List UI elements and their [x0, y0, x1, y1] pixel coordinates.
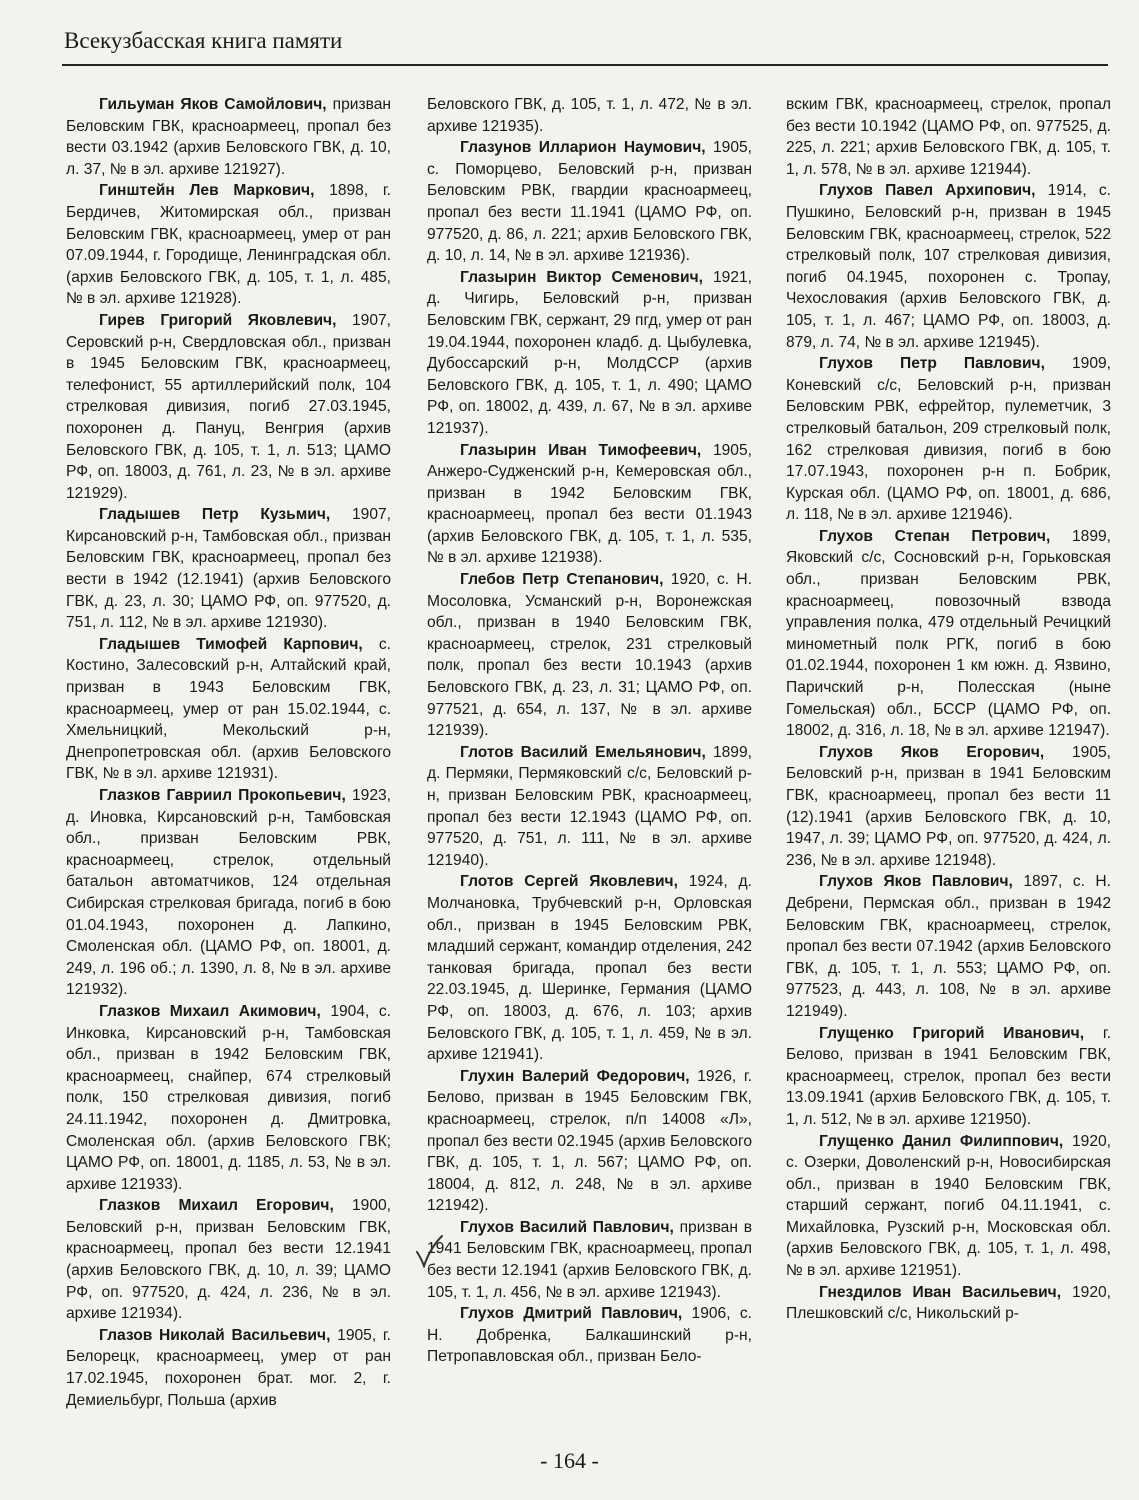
- person-name: Глазов Николай Васильевич,: [99, 1326, 331, 1344]
- entry-text: 1920, Плешковский с/с, Никольский р-: [786, 1283, 1111, 1323]
- entry-text: 1900, Беловский р-н, призван Беловским ГВК, красноармеец, пропал без вести 12.1941 (архив Беловского ГВК, д. 10, л. 39; ЦАМО РФ, оп. 977520, д. 424, л. 236, № в эл. архиве 121934).: [66, 1197, 391, 1323]
- memorial-entry: [66, 180, 391, 310]
- memorial-entry: [786, 94, 1111, 180]
- person-name: Гладышев Петр Кузьмич,: [99, 506, 331, 524]
- person-name: Глухов Петр Павлович,: [819, 355, 1045, 373]
- memorial-entry: [427, 440, 752, 570]
- memorial-entry: [66, 1195, 391, 1325]
- memorial-entry: [66, 1325, 391, 1411]
- entry-text: 1907, Серовский р-н, Свердловская обл., призван в 1945 Беловским ГВК, красноармеец, телефонист, 55 артиллерийский полк, 104 стрелковая дивизия, погиб 27.03.1945, похоронен д. Пануц, Венгрия (архив Беловского ГВК, д. 105, т. 1, л. 513; ЦАМО РФ, оп. 18003, д. 761, л. 23, № в эл. архиве 121929).: [66, 311, 392, 502]
- memorial-entry: [66, 1001, 391, 1195]
- memorial-entry: [786, 1282, 1111, 1325]
- memorial-entry: [786, 1023, 1111, 1131]
- running-title: Всекузбасская книга памяти: [64, 28, 343, 53]
- entry-text: Беловского ГВК, д. 105, т. 1, л. 472, № в эл. архиве 121935).: [427, 96, 752, 135]
- page-number: - 164 -: [540, 1448, 599, 1473]
- entry-text: 1914, с. Пушкино, Беловский р-н, призван в 1945 Беловским ГВК, красноармеец, стрелок, 522 стрелковый полк, 107 стрелковая дивизия, погиб 04.1945, похоронен с. Тропау, Чехословакия (архив Беловского ГВК, д. 105, т. 1, л. 467; ЦАМО РФ, оп. 18003, д. 879, л. 74, № в эл. архиве 121945).: [786, 182, 1111, 351]
- page-header: [62, 14, 1108, 66]
- entry-text: 1924, д. Молчановка, Трубчевский р-н, Орловская обл., призван в 1945 Беловским РВК, младший сержант, командир отделения, 242 танковая бригада, пропал без вести 22.03.1945, д. Шеринке, Германия (ЦАМО РФ, оп. 18003, д. 676, л. 103; архив Беловского ГВК, д. 105, т. 1, л. 459, № в эл. архиве 121941).: [427, 873, 752, 1064]
- memorial-entry: [427, 1217, 752, 1303]
- person-name: Гинштейн Лев Маркович,: [99, 182, 315, 200]
- entry-text: 1899, д. Пермяки, Пермяковский с/с, Беловский р-н, призван Беловским РВК, красноармеец, пропал без вести 12.1943 (ЦАМО РФ, оп. 977520, д. 751, л. 111, № в эл. архиве 121940).: [427, 743, 752, 869]
- entry-text: с. Костино, Залесовский р-н, Алтайский край, призван в 1943 Беловским ГВК, красноармеец, умер от ран 15.02.1944, с. Хмельницкий, Мекольский р-н, Днепропетровская обл. (архив Беловского ГВК, № в эл. архиве 121931).: [66, 635, 391, 783]
- person-name: Глухов Степан Петрович,: [819, 527, 1051, 545]
- person-name: Глазков Михаил Егорович,: [99, 1197, 334, 1215]
- column-1: [66, 94, 391, 1411]
- memorial-entry: [786, 871, 1111, 1022]
- person-name: Гирев Григорий Яковлевич,: [99, 311, 337, 329]
- entry-text: 1905, с. Поморцево, Беловский р-н, призван Беловским РВК, гвардии красноармеец, пропал без вести 11.1941 (ЦАМО РФ, оп. 977520, д. 86, л. 221; архив Беловского ГВК, д. 10, л. 14, № в эл. архиве 121936).: [427, 139, 753, 265]
- memorial-entry: [786, 353, 1111, 526]
- person-name: Глотов Сергей Яковлевич,: [460, 873, 678, 891]
- person-name: Гладышев Тимофей Карпович,: [99, 635, 363, 653]
- memorial-entry: [427, 267, 752, 440]
- memorial-entry: [427, 742, 752, 872]
- memorial-entry: [66, 785, 391, 1001]
- column-2: [427, 94, 752, 1368]
- person-name: Глазунов Илларион Наумович,: [460, 139, 706, 157]
- person-name: Глухов Дмитрий Павлович,: [460, 1305, 683, 1323]
- person-name: Глухов Яков Павлович,: [819, 873, 1013, 891]
- entry-text: 1898, г. Бердичев, Житомирская обл., призван Беловским ГВК, красноармеец, умер от ран 07.09.1944, г. Городище, Ленинградская обл. (архив Беловского ГВК, д. 105, т. 1, л. 485, № в эл. архиве 121928).: [66, 182, 391, 308]
- person-name: Глухов Яков Егорович,: [819, 743, 1045, 761]
- memorial-entry: [66, 504, 391, 634]
- person-name: Гильуман Яков Самойлович,: [99, 96, 327, 113]
- memorial-entry: [66, 310, 391, 504]
- entry-text: 1897, с. Н. Дебрени, Пермская обл., призван в 1942 Беловским ГВК, красноармеец, стрелок, пропал без вести 07.1942 (архив Беловского ГВК, д. 105, т. 1, л. 553; ЦАМО РФ, оп. 977523, д. 443, л. 108, № в эл. архиве 121949).: [786, 873, 1111, 1020]
- entry-text: призван в 1941 Беловским ГВК, красноармеец, пропал без вести 12.1941 (архив Беловского ГВК, д. 105, т. 1, л. 456, № в эл. архиве 121943).: [427, 1218, 752, 1301]
- memorial-entry: [427, 137, 752, 267]
- memorial-entry: [427, 1303, 752, 1368]
- memorial-entry: [66, 94, 391, 180]
- memorial-entry: [786, 1131, 1111, 1282]
- entry-text: 1920, с. Н. Мосоловка, Усманский р-н, Воронежская обл., призван в 1940 Беловским ГВК, красноармеец, стрелок, 231 стрелковый полк, пропал без вести 10.1943 (архив Беловского ГВК, д. 23, л. 31; ЦАМО РФ, оп. 977521, д. 654, л. 137, № в эл. архиве 121939).: [427, 571, 752, 740]
- memorial-entry: [427, 1066, 752, 1217]
- entry-text: призван Беловским ГВК, красноармеец, пропал без вести 03.1942 (архив Беловского ГВК, д. 10, л. 37, № в эл. архиве 121927).: [66, 96, 392, 178]
- entry-text: 1909, Коневский с/с, Беловский р-н, призван Беловским РВК, ефрейтор, пулеметчик, 3 стрелковый батальон, 209 стрелковый полк, 162 стрелковая дивизия, погиб в бою 17.07.1943, похоронен р-н п. Бобрик, Курская обл. (ЦАМО РФ, оп. 18001, д. 686, л. 118, № в эл. архиве 121946).: [786, 355, 1111, 524]
- person-name: Глазырин Виктор Семенович,: [460, 268, 703, 286]
- entry-text: 1906, с. Н. Добренка, Балкашинский р-н, Петропавловская обл., призван Бело-: [427, 1305, 752, 1366]
- memorial-entry: [427, 871, 752, 1065]
- entry-text: 1905, Беловский р-н, призван в 1941 Беловским ГВК, красноармеец, пропал без вести 11 (12).1941 (архив Беловского ГВК, д. 10, 1947, л. 39; ЦАМО РФ, оп. 977520, д. 424, л. 236, № в эл. архиве 121948).: [786, 743, 1111, 869]
- memorial-entry: [427, 569, 752, 742]
- person-name: Глазков Гавриил Прокопьевич,: [99, 787, 346, 804]
- person-name: Глотов Василий Емельянович,: [460, 743, 706, 761]
- entry-text: 1907, Кирсановский р-н, Тамбовская обл., призван Беловским ГВК, красноармеец, пропал без вести в 1942 (12.1941) (архив Беловского ГВК, д. 23, л. 30; ЦАМО РФ, оп. 977520, д. 751, л. 112, № в эл. архиве 121930).: [66, 506, 392, 632]
- person-name: Глухин Валерий Федорович,: [460, 1067, 690, 1085]
- person-name: Глазырин Иван Тимофеевич,: [460, 441, 702, 459]
- person-name: Глазков Михаил Акимович,: [99, 1002, 321, 1020]
- person-name: Глебов Петр Степанович,: [460, 571, 664, 589]
- entry-text: 1926, г. Белово, призван в 1945 Беловским ГВК, красноармеец, стрелок, п/п 14008 «Л», пропал без вести 02.1945 (архив Беловского ГВК, д. 105, т. 1, л. 567; ЦАМО РФ, оп. 18004, д. 812, л. 248, № в эл. архиве 121942).: [427, 1067, 752, 1215]
- memorial-entry: [786, 742, 1111, 872]
- memorial-entry: [66, 634, 391, 785]
- entry-text: 1905, Анжеро-Судженский р-н, Кемеровская обл., призван в 1942 Беловским ГВК, красноармеец, пропал без вести 01.1943 (архив Беловского ГВК, д. 105, т. 1, л. 535, № в эл. архиве 121938).: [427, 441, 752, 567]
- person-name: Глухов Павел Архипович,: [819, 182, 1036, 200]
- entry-text: 1921, д. Чигирь, Беловский р-н, призван Беловским ГВК, сержант, 29 пгд, умер от ран 19.04.1944, похоронен кладб. д. Цыбулевка, Дубоссарский р-н, МолдССР (архив Беловского ГВК, д. 105, т. 1, л. 490; ЦАМО РФ, оп. 18002, д. 439, л. 67, № в эл. архиве 121937).: [427, 268, 753, 437]
- memorial-entry: [427, 94, 752, 137]
- entry-text: вским ГВК, красноармеец, стрелок, пропал без вести 10.1942 (ЦАМО РФ, оп. 977525, д. 225, л. 221; архив Беловского ГВК, д. 105, т. 1, л. 578, № в эл. архиве 121944).: [786, 96, 1111, 178]
- person-name: Глущенко Григорий Иванович,: [819, 1024, 1085, 1042]
- person-name: Глущенко Данил Филиппович,: [819, 1132, 1064, 1150]
- person-name: Гнездилов Иван Васильевич,: [819, 1283, 1062, 1301]
- entry-text: г. Белово, призван в 1941 Беловским ГВК, красноармеец, стрелок, пропал без вести 13.09.1941 (архив Беловского ГВК, д. 105, т. 1, л. 512, № в эл. архиве 121950).: [786, 1024, 1112, 1128]
- handwritten-check-mark-icon: [414, 1234, 444, 1268]
- memorial-entry: [786, 526, 1111, 742]
- entry-text: 1904, с. Инковка, Кирсановский р-н, Тамбовская обл., призван в 1942 Беловским ГВК, красноармеец, снайпер, 674 стрелковый полк, 150 стрелковая дивизия, погиб 24.11.1942, похоронен д. Дмитровка, Смоленская обл. (архив Беловского ГВК; ЦАМО РФ, оп. 18001, д. 1185, л. 53, № в эл. архиве 121933).: [66, 1002, 391, 1193]
- memorial-entry: [786, 180, 1111, 353]
- entry-text: 1920, с. Озерки, Доволенский р-н, Новосибирская обл., призван в 1940 Беловским ГВК, старший сержант, погиб 04.11.1941, с. Михайловка, Рузский р-н, Московская обл. (архив Беловского ГВК, д. 105, т. 1, л. 498, № в эл. архиве 121951).: [786, 1132, 1111, 1280]
- entry-text: 1905, г. Белорецк, красноармеец, умер от ран 17.02.1945, похоронен брат. мог. 2, г. Демиельбург, Польша (архив: [66, 1326, 391, 1409]
- column-3: [786, 94, 1111, 1325]
- entry-text: 1899, Яковский с/с, Сосновский р-н, Горьковская обл., призван Беловским РВК, красноармеец, повозочный взвода управления полка, 479 отдельный Речицкий минометный полк РГК, погиб в бою 01.02.1944, похоронен 1 км южн. д. Язвино, Паричский р-н, Полесская (ныне Гомельская) обл., БССР (ЦАМО РФ, оп. 18002, д. 316, л. 18, № в эл. архиве 121947).: [786, 527, 1111, 740]
- person-name: Глухов Василий Павлович,: [460, 1218, 674, 1236]
- entry-text: 1923, д. Иновка, Кирсановский р-н, Тамбовская обл., призван Беловским РВК, красноармеец, стрелок, отдельный батальон автоматчиков, 124 отдельная Сибирская стрелковая бригада, погиб в бою 01.04.1943, похоронен д. Лапкино, Смоленская обл. (ЦАМО РФ, оп. 18001, д. 249, л. 196 об.; л. 1390, л. 8, № в эл. архиве 121932).: [66, 787, 392, 999]
